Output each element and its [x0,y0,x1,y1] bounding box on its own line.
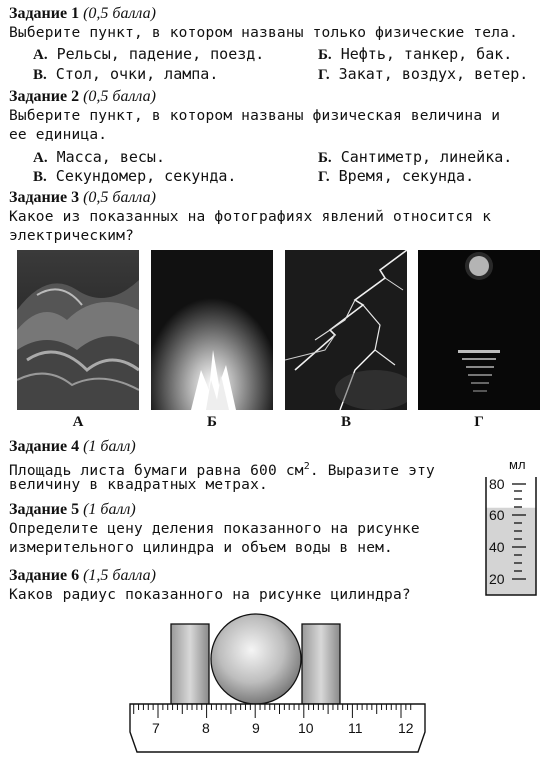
task-2-title: Задание 2 (0,5 балла) [9,88,156,105]
ruler-label-12: 12 [398,720,414,736]
task-2-option-v[interactable]: В. Секундомер, секунда. [33,167,237,185]
task-2-option-b[interactable]: Б. Сантиметр, линейка. [318,148,513,166]
measuring-cylinder [476,455,548,600]
photo-fire[interactable] [151,250,273,410]
task-3-question-line-2: электрическим? [9,228,135,244]
cylinder-label-80: 80 [489,476,505,492]
task-1-option-a[interactable]: А. Рельсы, падение, поезд. [33,45,265,63]
cylinder-label-60: 60 [489,507,505,523]
cylinder-label-40: 40 [489,539,505,555]
cylinder-label-20: 20 [489,571,505,587]
task-1-option-b[interactable]: Б. Нефть, танкер, бак. [318,45,513,63]
task-2-question-line-2: ее единица. [9,127,108,143]
photo-storm-waves[interactable] [17,250,139,410]
ruler-label-10: 10 [298,720,314,736]
ruler-label-7: 7 [152,720,160,736]
cylinder-unit: мл [509,457,526,472]
task-6-question: Каков радиус показанного на рисунке цилиндра? [9,587,411,603]
task-3-question-line-1: Какое из показанных на фотографиях явлений относится к [9,209,492,225]
ruler-figure [125,612,430,762]
task-2-option-a[interactable]: А. Масса, весы. [33,148,165,166]
task-4-question-line-1: Площадь листа бумаги равна 600 $см^2$. Выразите эту [9,461,435,479]
photo-label-v: В [340,414,351,430]
photo-moon-over-water[interactable] [418,250,540,410]
task-5-question-line-1: Определите цену деления показанного на рисунке [9,521,420,537]
ruler-label-9: 9 [252,720,260,736]
task-2-question-line-1: Выберите пункт, в котором названы физическая величина и [9,108,501,124]
photo-label-a: А [72,414,84,430]
task-4-question-line-2: величину в квадратных метрах. [9,477,268,493]
photo-label-b: Б [207,414,217,430]
ruler-label-8: 8 [202,720,210,736]
photo-lightning[interactable] [285,250,407,410]
task-1-option-v[interactable]: В. Стол, очки, лампа. [33,65,219,83]
task-5-title: Задание 5 (1 балл) [9,501,136,518]
task-1-title: Задание 1 (0,5 балла) [9,5,156,22]
photo-label-g: Г [474,414,484,430]
task-4-title: Задание 4 (1 балл) [9,438,136,455]
ruler-label-11: 11 [348,720,363,736]
task-2-option-g[interactable]: Г. Время, секунда. [318,167,475,185]
task-5-question-line-2: измерительного цилиндра и объем воды в нем. [9,540,393,556]
task-6-title: Задание 6 (1,5 балла) [9,567,156,584]
task-3-title: Задание 3 (0,5 балла) [9,189,156,206]
task-1-question: Выберите пункт, в котором названы только физические тела. [9,25,518,41]
task-1-option-g[interactable]: Г. Закат, воздух, ветер. [318,65,529,83]
